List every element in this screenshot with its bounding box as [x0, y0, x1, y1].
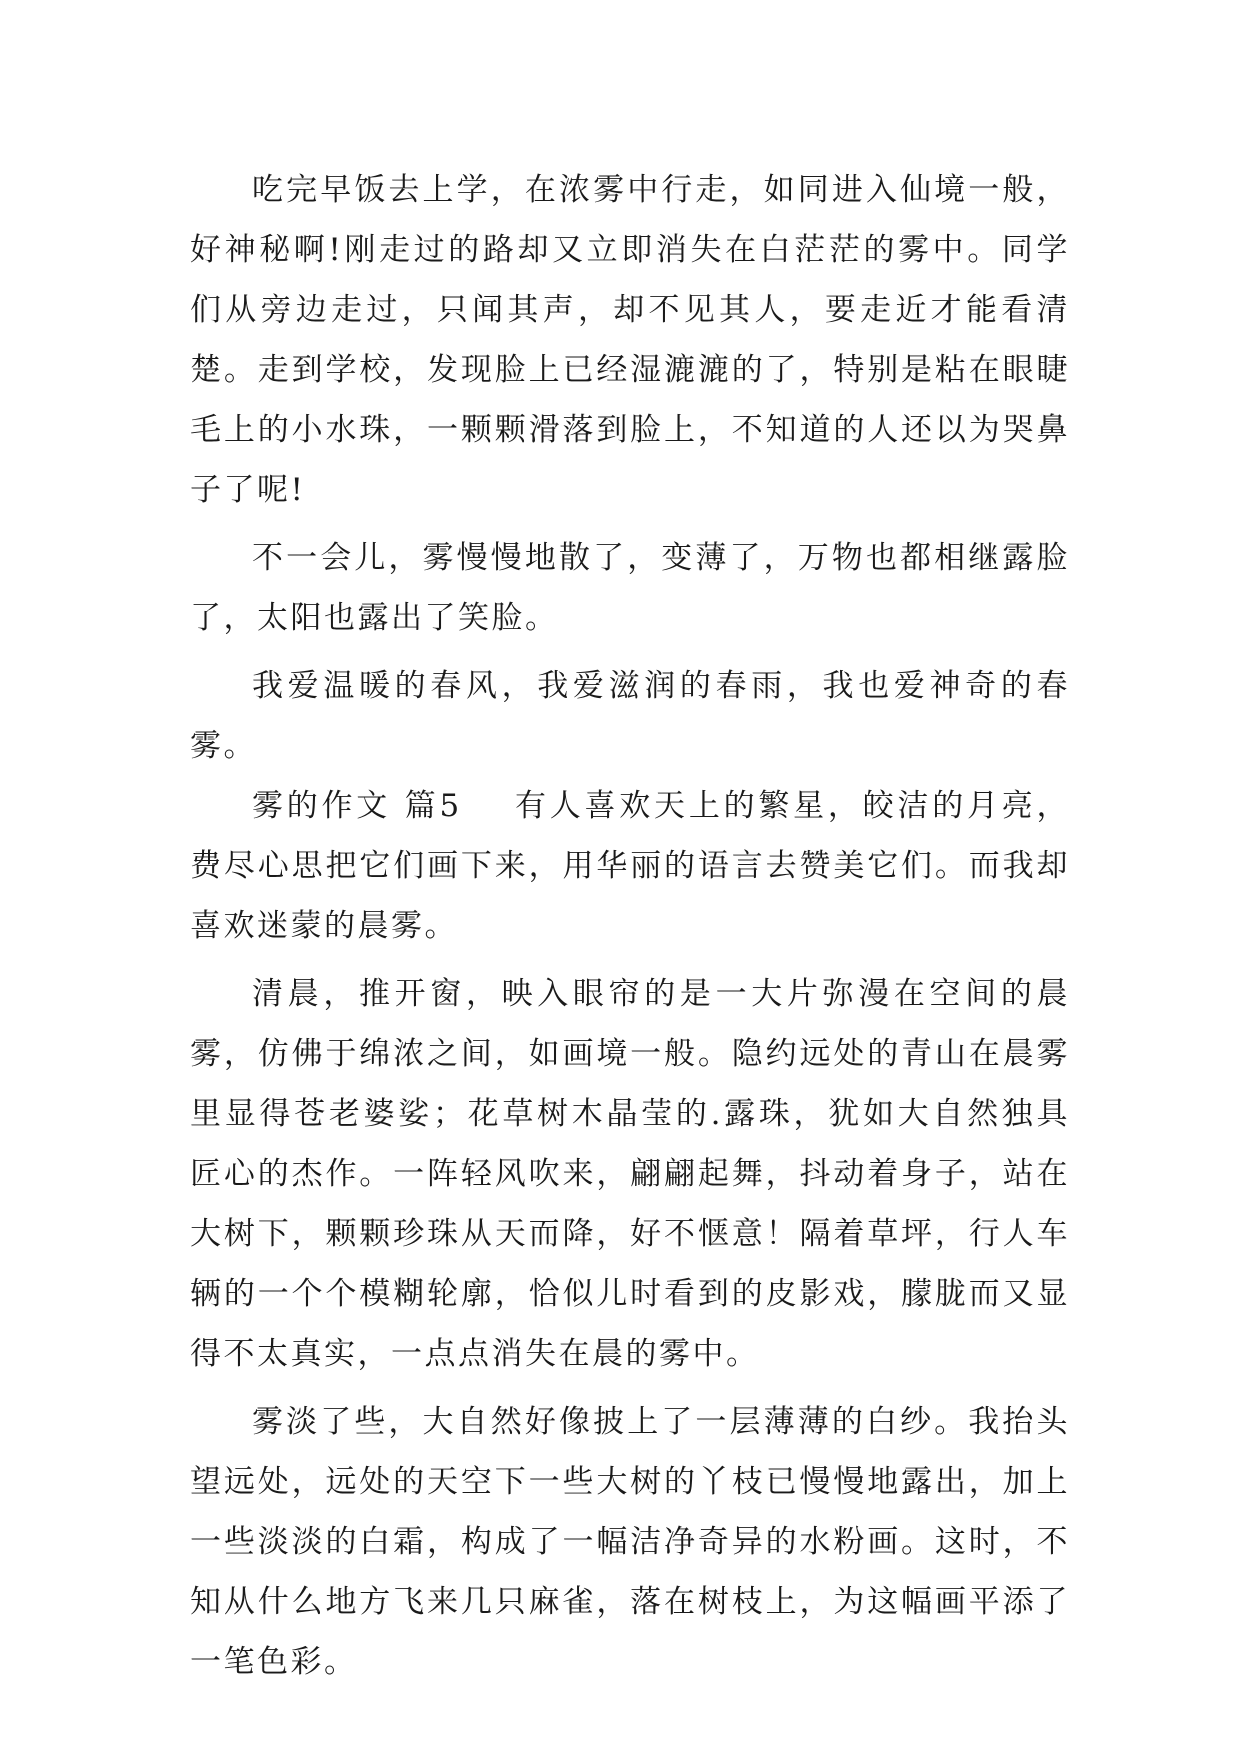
- paragraph-3: 我爱温暖的春风，我爱滋润的春雨，我也爱神奇的春雾。: [190, 668, 1070, 764]
- section-paragraph: [190, 776, 1070, 956]
- document-body: [190, 160, 1070, 1692]
- paragraph-1: 吃完早饭去上学，在浓雾中行走，如同进入仙境一般，好神秘啊!刚走过的路却又立即消失在白茫茫的雾中。同学们从旁边走过，只闻其声，却不见其人，要走近才能看清楚。走到学校，发现脸上已经湿漉漉的了，特别是粘在眼睫毛上的小水珠，一颗颗滑落到脸上，不知道的人还以为哭鼻子了呢!: [190, 172, 1070, 508]
- paragraph-4: 清晨，推开窗，映入眼帘的是一大片弥漫在空间的晨雾，仿佛于绵浓之间，如画境一般。隐约远处的青山在晨雾里显得苍老婆娑；花草树木晶莹的.露珠，犹如大自然独具匠心的杰作。一阵轻风吹来，翩翩起舞，抖动着身子，站在大树下，颗颗珍珠从天而降，好不惬意！隔着草坪，行人车辆的一个个模糊轮廓，恰似儿时看到的皮影戏，朦胧而又显得不太真实，一点点消失在晨的雾中。: [190, 976, 1070, 1372]
- section-first-paragraph: 有人喜欢天上的繁星，皎洁的月亮，费尽心思把它们画下来，用华丽的语言去赞美它们。而我却喜欢迷蒙的晨雾。: [190, 788, 1071, 944]
- paragraph-2: 不一会儿，雾慢慢地散了，变薄了，万物也都相继露脸了，太阳也露出了笑脸。: [190, 540, 1070, 636]
- section-title: 雾的作文 篇5: [252, 788, 462, 824]
- paragraph-5: 雾淡了些，大自然好像披上了一层薄薄的白纱。我抬头望远处，远处的天空下一些大树的丫枝已慢慢地露出，加上一些淡淡的白霜，构成了一幅洁净奇异的水粉画。这时，不知从什么地方飞来几只麻雀，落在树枝上，为这幅画平添了一笔色彩。: [190, 1404, 1070, 1680]
